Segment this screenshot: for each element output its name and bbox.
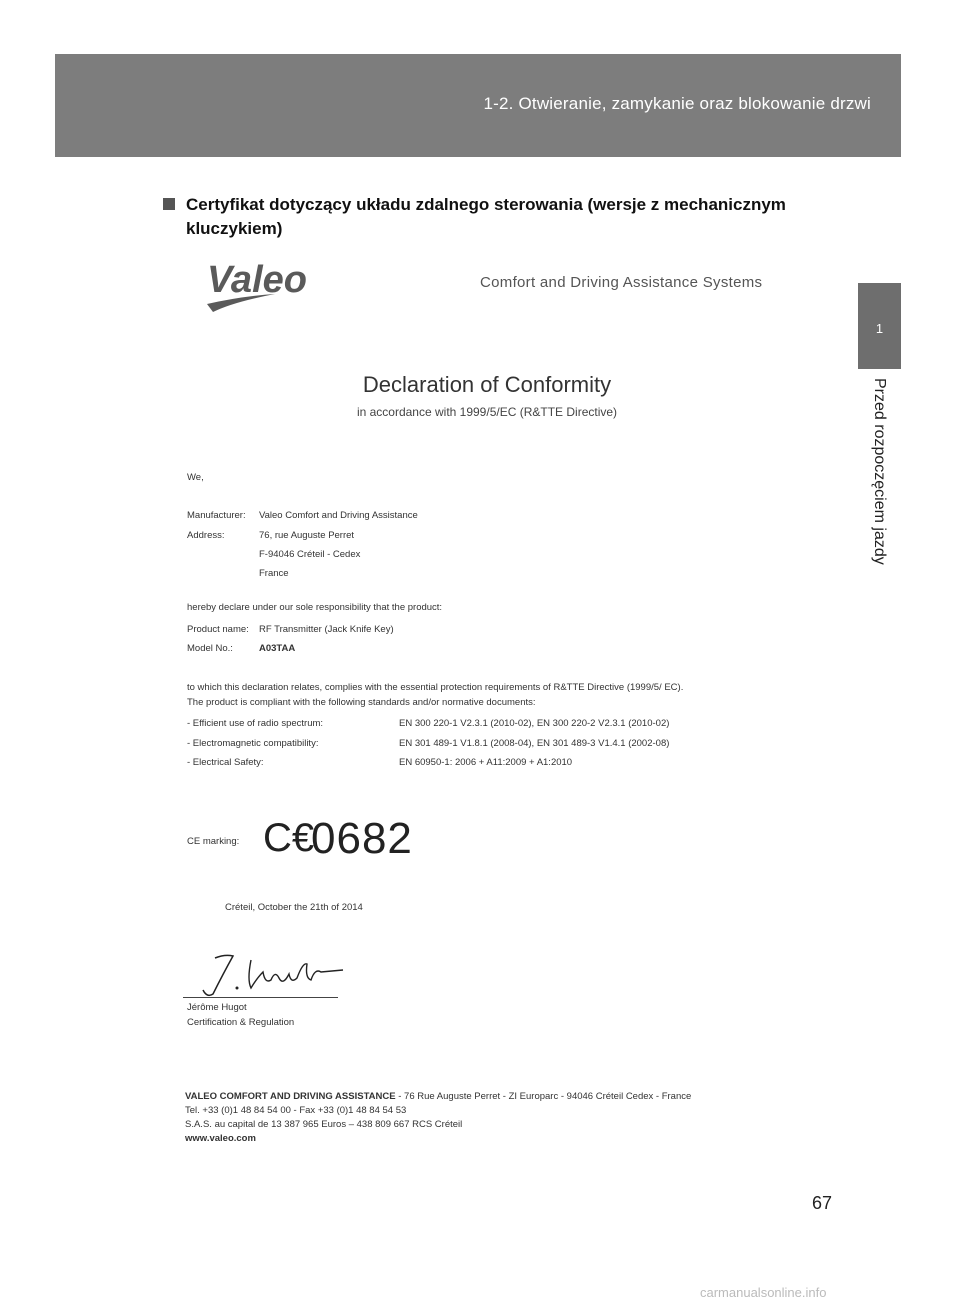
ce-mark-icon: C€ [263, 816, 315, 860]
footer-address: - 76 Rue Auguste Perret - ZI Europarc - 94046 Créteil Cedex - France [395, 1091, 692, 1102]
footer-web: www.valeo.com [185, 1133, 256, 1144]
header-bar [55, 54, 901, 157]
signature-image [185, 950, 345, 1000]
chapter-label-text: Przed rozpoczęciem jazdy [871, 378, 888, 565]
address-line: 76, rue Auguste Perret [259, 530, 355, 541]
chapter-label [870, 378, 892, 618]
page-number: 67 [812, 1193, 833, 1213]
address-line: France [259, 568, 289, 579]
relates-text: to which this declaration relates, complies with the essential protection requirements of R&TTE Directive (1999/5/ EC). [187, 682, 684, 693]
signatory-name: Jérôme Hugot [187, 1002, 247, 1013]
declaration-title: Declaration of Conformity [362, 372, 612, 397]
ce-label: CE marking: [187, 836, 240, 847]
bullet-square-icon [163, 198, 175, 210]
ce-number: 0682 [311, 814, 413, 863]
manufacturer-label: Manufacturer: [187, 510, 246, 521]
standard-label: - Electromagnetic compatibility: [187, 738, 319, 749]
model-value: A03TAA [259, 643, 296, 654]
compliant-text: The product is compliant with the following standards and/or normative documents: [187, 697, 536, 708]
declare-text: hereby declare under our sole responsibility that the product: [187, 602, 443, 613]
standard-label: - Electrical Safety: [187, 757, 264, 768]
footer-tel: Tel. +33 (0)1 48 84 54 00 - Fax +33 (0)1 48 84 54 53 [185, 1105, 407, 1116]
declaration-subtitle: in accordance with 1999/5/EC (R&TTE Directive) [356, 405, 618, 419]
footer-capital: S.A.S. au capital de 13 387 965 Euros – 438 809 667 RCS Créteil [185, 1119, 463, 1130]
section-heading-text: Certyfikat dotyczący układu zdalnego sterowania (wersje z mechanicznym kluczykiem) [186, 195, 786, 238]
standard-label: - Efficient use of radio spectrum: [187, 718, 324, 729]
chapter-tab [858, 283, 901, 369]
model-label: Model No.: [187, 643, 233, 654]
signature-line [183, 997, 338, 998]
standard-value: EN 301 489-1 V1.8.1 (2008-04), EN 301 489-3 V1.4.1 (2002-08) [399, 738, 670, 749]
watermark: carmanualsonline.info [700, 1285, 827, 1300]
manufacturer-value: Valeo Comfort and Driving Assistance [259, 510, 418, 521]
address-label: Address: [187, 530, 225, 541]
header-title: 1-2. Otwieranie, zamykanie oraz blokowanie drzwi [483, 94, 871, 113]
footer-company-line [185, 1091, 691, 1102]
standard-value: EN 300 220-1 V2.3.1 (2010-02), EN 300 220-2 V2.3.1 (2010-02) [399, 718, 670, 729]
we-text: We, [187, 472, 204, 483]
chapter-number: 1 [875, 321, 884, 336]
section-heading [163, 193, 863, 241]
address-line: F-94046 Créteil - Cedex [259, 549, 361, 560]
footer-company: VALEO COMFORT AND DRIVING ASSISTANCE [185, 1091, 396, 1102]
company-tagline: Comfort and Driving Assistance Systems [480, 274, 763, 291]
standard-value: EN 60950-1: 2006 + A11:2009 + A1:2010 [399, 757, 573, 768]
valeo-logo [203, 254, 333, 316]
certificate-image [175, 240, 775, 1160]
signatory-title: Certification & Regulation [187, 1017, 295, 1028]
product-value: RF Transmitter (Jack Knife Key) [259, 624, 394, 635]
logo-text: Valeo [207, 259, 307, 301]
place-date: Créteil, October the 21th of 2014 [225, 902, 363, 913]
ce-marking [263, 814, 443, 864]
product-label: Product name: [187, 624, 249, 635]
